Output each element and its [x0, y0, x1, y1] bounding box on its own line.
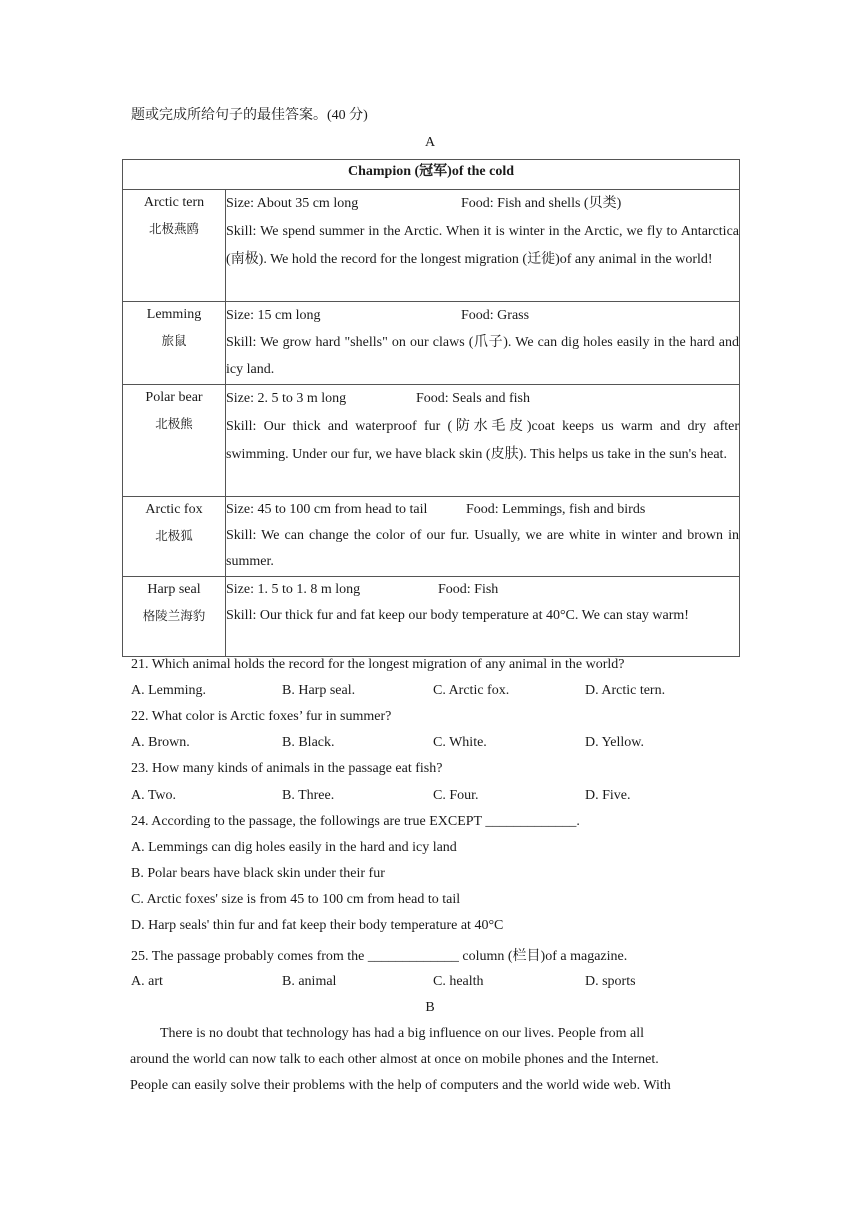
- passage-b-line: There is no doubt that technology has had a big influence on our lives. People from all: [160, 1026, 645, 1041]
- animal-size: Size: 45 to 100 cm from head to tail: [226, 502, 428, 517]
- animal-table: [122, 159, 740, 657]
- option-a: A. Lemmings can dig holes easily in the hard and icy land: [131, 840, 457, 855]
- animal-info-cell: [226, 385, 740, 497]
- question-22-options: [131, 735, 731, 755]
- passage-b-line: People can easily solve their problems with the help of computers and the world wide web. With: [130, 1078, 671, 1093]
- question-23: 23. How many kinds of animals in the passage eat fish?: [131, 761, 443, 776]
- question-22: 22. What color is Arctic foxes’ fur in summer?: [131, 709, 392, 724]
- animal-info-cell: [226, 497, 740, 577]
- question-21: 21. Which animal holds the record for the longest migration of any animal in the world?: [131, 657, 625, 672]
- animal-skill: Skill: We grow hard "shells" on our claws (爪子). We can dig holes easily in the hard and icy land.: [226, 335, 739, 377]
- option-d: D. Five.: [585, 788, 631, 803]
- animal-name-cn: 格陵兰海豹: [142, 608, 206, 623]
- animal-name-cell: [123, 577, 226, 657]
- instruction-text: 题或完成所给句子的最佳答案。(40 分): [131, 108, 368, 123]
- animal-info-cell: [226, 190, 740, 302]
- animal-name-en: Polar bear: [145, 390, 203, 405]
- option-b: B. Three.: [282, 788, 335, 803]
- animal-name-en: Arctic fox: [145, 502, 203, 517]
- animal-size: Size: About 35 cm long: [226, 196, 359, 211]
- animal-size: Size: 2. 5 to 3 m long: [226, 391, 347, 406]
- option-c: C. White.: [433, 735, 487, 750]
- animal-name-cn: 北极燕鸥: [148, 221, 199, 236]
- animal-name-en: Lemming: [146, 307, 202, 322]
- animal-name-cell: [123, 302, 226, 385]
- animal-name-cn: 旅鼠: [161, 333, 187, 348]
- animal-name-en: Arctic tern: [143, 195, 205, 210]
- option-d: D. Arctic tern.: [585, 683, 666, 698]
- table-title: Champion (冠军)of the cold: [123, 160, 740, 190]
- option-a: A. Brown.: [131, 735, 190, 750]
- option-a: A. art: [131, 974, 163, 989]
- animal-skill: Skill: Our thick and waterproof fur (防水毛皮)coat keeps us warm and dry after swimming. Under our fur, we have black skin (皮肤). This helps us take in the sun's heat.: [226, 419, 739, 462]
- question-25-options: [131, 974, 731, 994]
- option-c: C. Arctic fox.: [433, 683, 510, 698]
- option-b: B. animal: [282, 974, 337, 989]
- animal-name-cn: 北极狐: [155, 528, 193, 543]
- animal-info-cell: [226, 302, 740, 385]
- animal-size: Size: 15 cm long: [226, 308, 321, 323]
- animal-skill: Skill: Our thick fur and fat keep our body temperature at 40°C. We can stay warm!: [226, 608, 689, 623]
- question-24: 24. According to the passage, the followings are true EXCEPT _____________.: [131, 814, 580, 829]
- question-21-options: [131, 683, 731, 703]
- animal-food: Food: Grass: [461, 308, 530, 323]
- section-a-label: A: [424, 135, 436, 150]
- question-25: 25. The passage probably comes from the _____________ column (栏目)of a magazine.: [131, 949, 628, 964]
- animal-skill: Skill: We spend summer in the Arctic. When it is winter in the Arctic, we fly to Antarctica (南极). We hold the record for the longest migration (迁徙)of any animal in the world!: [226, 224, 739, 267]
- animal-size: Size: 1. 5 to 1. 8 m long: [226, 582, 361, 597]
- animal-name-cell: [123, 497, 226, 577]
- animal-food: Food: Fish and shells (贝类): [461, 196, 622, 211]
- option-b: B. Harp seal.: [282, 683, 356, 698]
- animal-name-cn: 北极熊: [155, 416, 193, 431]
- option-a: A. Lemming.: [131, 683, 207, 698]
- option-d: D. Harp seals' thin fur and fat keep their body temperature at 40°C: [131, 918, 504, 933]
- animal-skill: Skill: We can change the color of our fur. Usually, we are white in winter and brown in summer.: [226, 528, 739, 569]
- option-c: C. health: [433, 974, 484, 989]
- option-b: B. Polar bears have black skin under their fur: [131, 866, 385, 881]
- animal-name-en: Harp seal: [147, 582, 201, 597]
- option-d: D. sports: [585, 974, 636, 989]
- animal-food: Food: Seals and fish: [416, 391, 530, 406]
- animal-food: Food: Fish: [438, 582, 499, 597]
- animal-food: Food: Lemmings, fish and birds: [466, 502, 646, 517]
- option-a: A. Two.: [131, 788, 177, 803]
- animal-name-cell: [123, 190, 226, 302]
- option-b: B. Black.: [282, 735, 335, 750]
- animal-info-cell: [226, 577, 740, 657]
- animal-name-cell: [123, 385, 226, 497]
- question-23-options: [131, 788, 731, 808]
- option-c: C. Arctic foxes' size is from 45 to 100 cm from head to tail: [131, 892, 461, 907]
- passage-b-line: around the world can now talk to each other almost at once on mobile phones and the Internet.: [130, 1052, 659, 1067]
- section-b-label: B: [425, 1000, 435, 1015]
- option-d: D. Yellow.: [585, 735, 644, 750]
- option-c: C. Four.: [433, 788, 479, 803]
